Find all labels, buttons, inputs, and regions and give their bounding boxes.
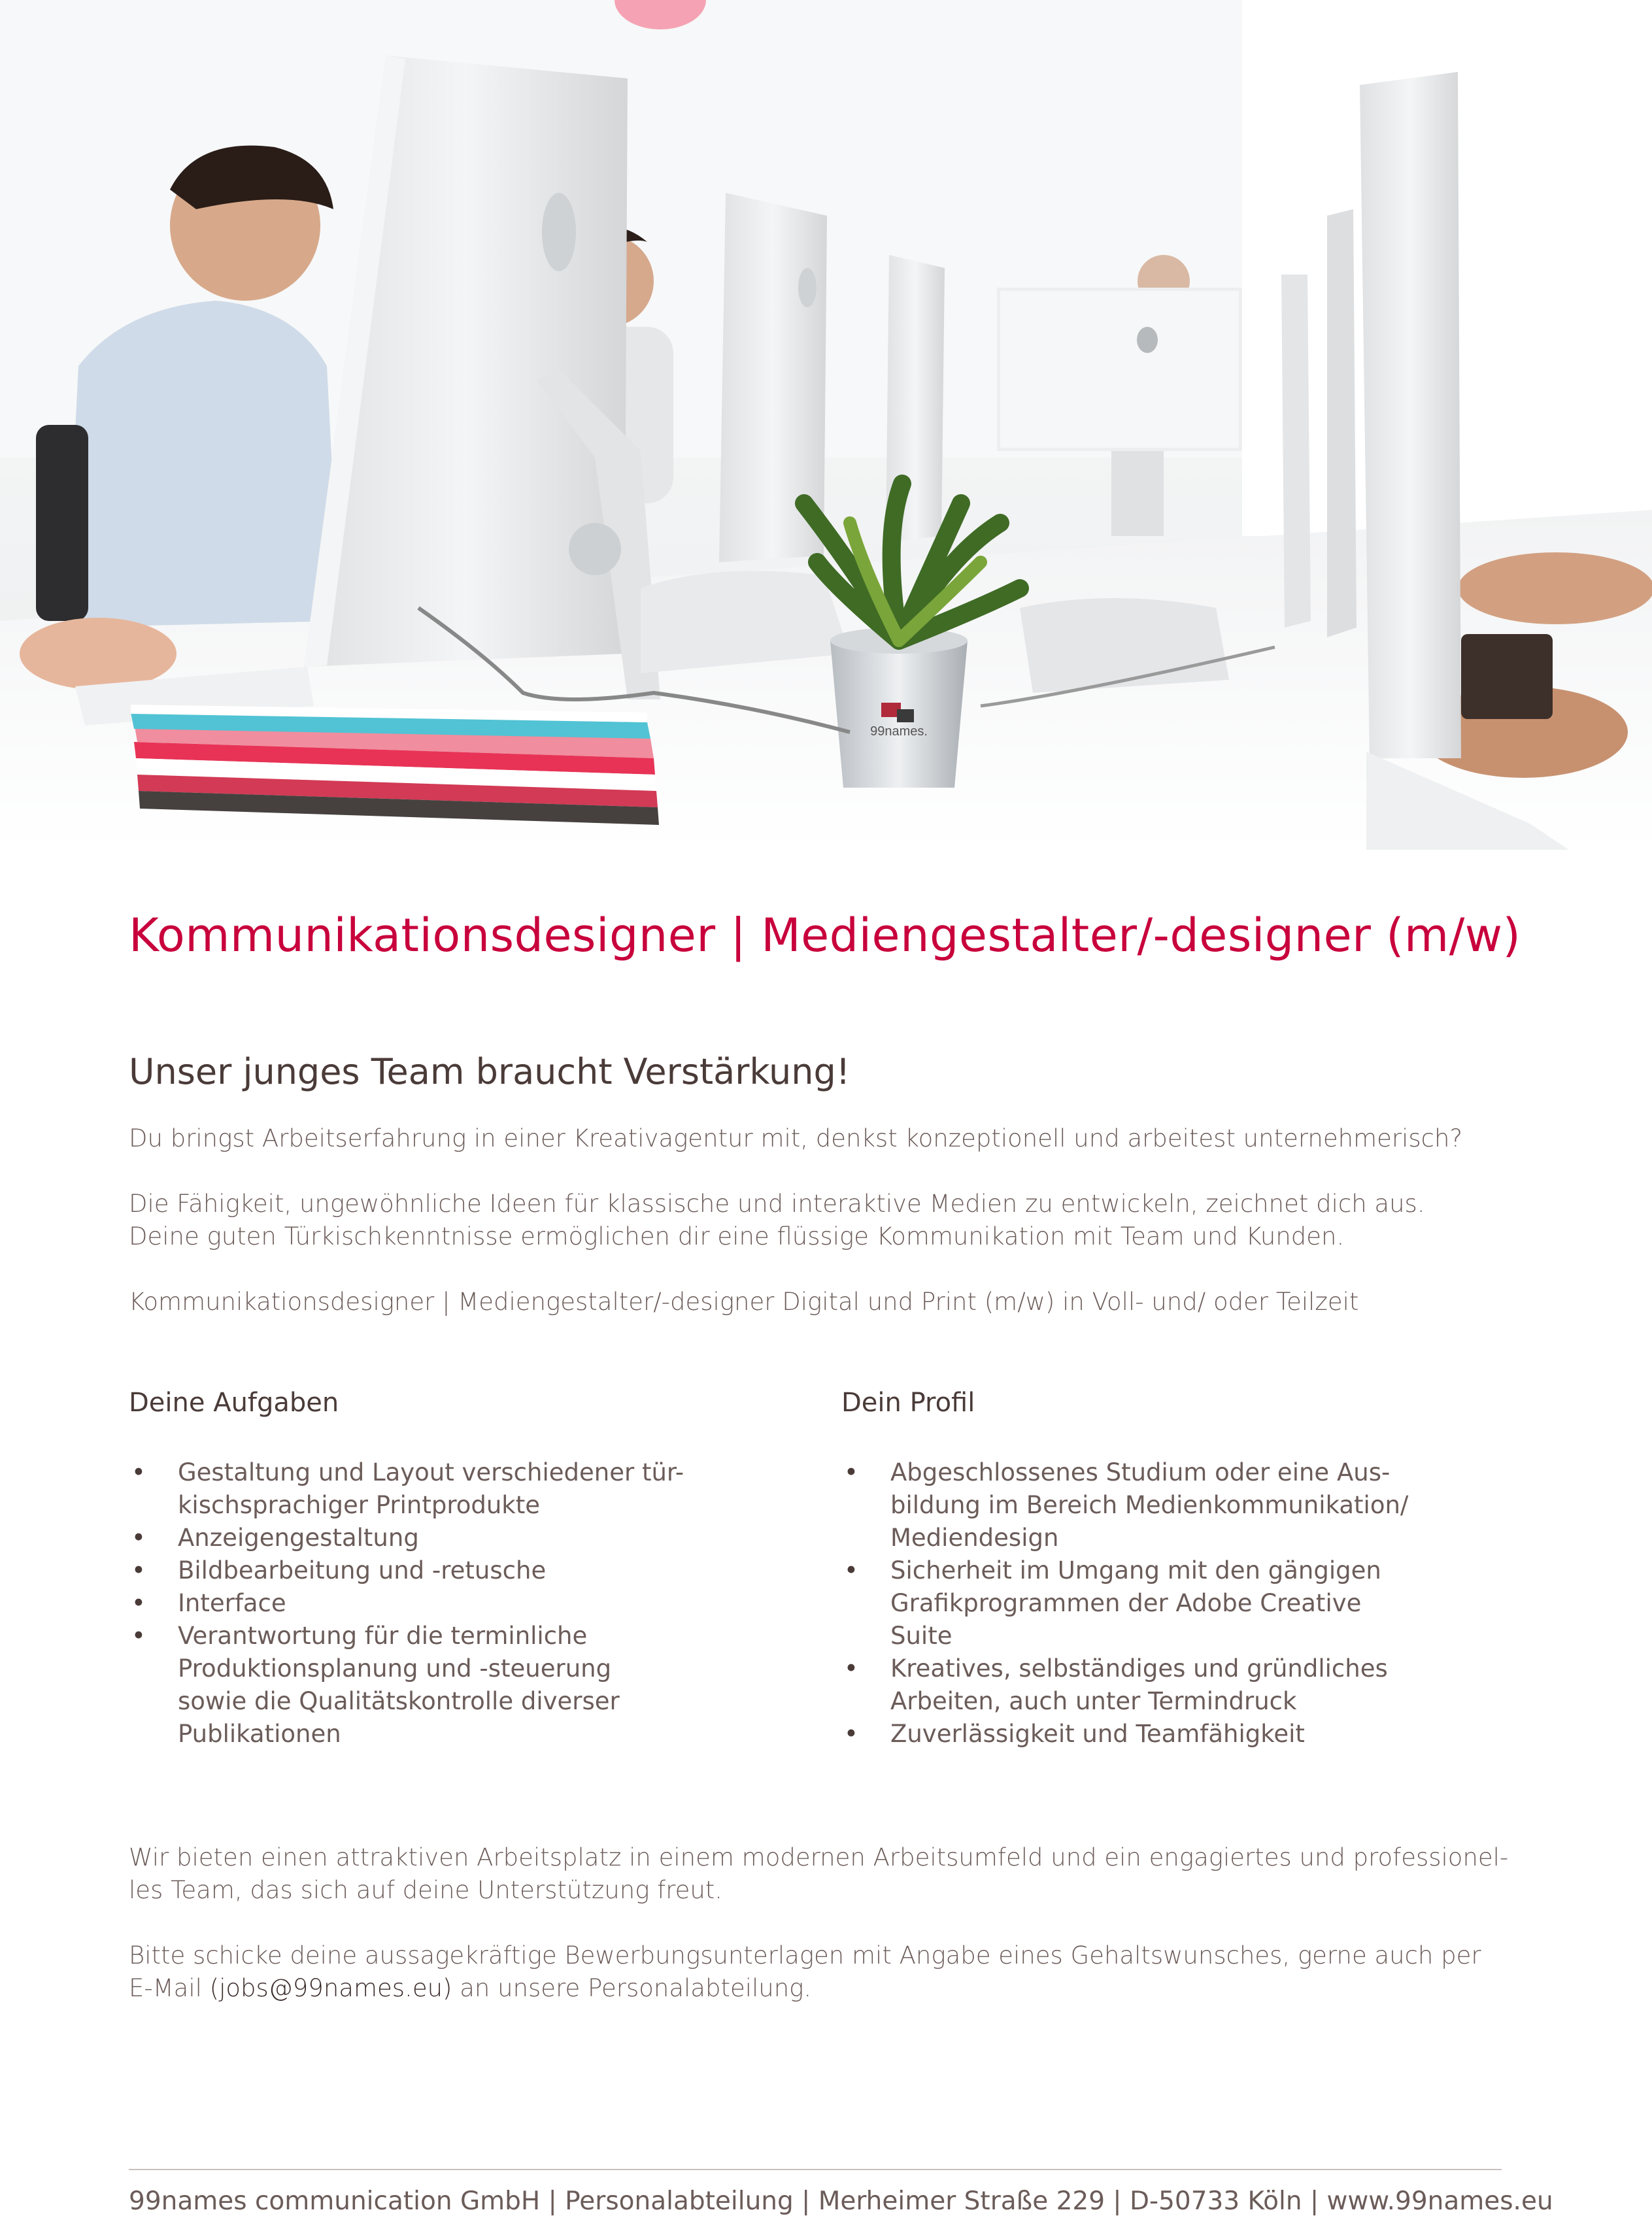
tasks-item [129,1456,783,1522]
profile-item-line: Abgeschlossenes Studium oder eine Aus- [890,1458,1391,1486]
apply-suffix: an unsere Personalabteilung. [452,1974,812,2002]
bullet-icon: • [131,1458,146,1486]
subheadline: Unser junges Team braucht Verstärkung! [129,1051,851,1092]
tasks-heading: Deine Aufgaben [129,1388,339,1418]
profile-list [841,1456,1502,1751]
profile-item [841,1652,1502,1718]
tasks-item-line: Interface [178,1589,286,1617]
offer-line-1: Wir bieten einen attraktiven Arbeitsplatz in einem modernen Arbeitsumfeld und ein engagiertes und professionel- [129,1843,1509,1871]
tasks-list [129,1456,783,1751]
bullet-icon: • [844,1458,858,1486]
tasks-item [129,1587,783,1620]
bullet-icon: • [844,1654,858,1683]
bullet-icon: • [844,1720,858,1748]
bullet-icon: • [844,1556,858,1584]
person-shirt [65,301,340,628]
footer-divider [129,2169,1502,2170]
job-title: Kommunikationsdesigner | Mediengestalter/-designer (m/w) [129,909,1521,962]
profile-item-line: Mediendesign [890,1524,1059,1552]
hero-photo [0,0,1652,850]
profile-heading: Dein Profil [841,1388,975,1418]
profile-item-line: Sicherheit im Umgang mit den gängigen [890,1556,1381,1584]
tasks-item-line: Publikationen [178,1720,341,1748]
profile-item-line: Kreatives, selbständiges und gründliches [890,1654,1388,1683]
intro-paragraph-1: Du bringst Arbeitserfahrung in einer Kreativagentur mit, denkst konzeptionell und arbeitest unternehmerisch? [129,1124,1463,1152]
bullet-icon: • [131,1524,146,1552]
profile-item-line: Grafikprogrammen der Adobe Creative [890,1589,1362,1617]
profile-item-line: Suite [890,1622,952,1650]
profile-item-line: Zuverlässigkeit und Teamfähigkeit [890,1720,1305,1748]
magazine-stack [131,705,659,825]
profile-item [841,1554,1502,1652]
tasks-item-line: Bildbearbeitung und -retusche [178,1556,547,1584]
tasks-item-line: Gestaltung und Layout verschiedener tür- [178,1458,684,1486]
tasks-item [129,1620,783,1751]
tasks-item [129,1522,783,1554]
footer-contact: 99names communication GmbH | Personalabteilung | Merheimer Straße 229 | D-50733 Köln | www.99names.eu [129,2187,1553,2216]
tasks-item [129,1554,783,1587]
offer-line-2: les Team, das sich auf deine Unterstützung freut. [129,1876,723,1904]
bullet-icon: • [131,1622,146,1650]
profile-item-line: bildung im Bereich Medienkommunikation/ [890,1491,1409,1519]
profile-item [841,1718,1502,1751]
tasks-item-line: kischsprachiger Printprodukte [178,1491,540,1519]
tasks-item-line: Verantwortung für die terminliche [178,1622,588,1650]
tasks-item-line: Produktionsplanung und -steuerung [178,1654,612,1683]
tasks-item-line: Anzeigengestaltung [178,1524,419,1552]
position-description: Kommunikationsdesigner | Mediengestalter/-designer Digital und Print (m/w) in Voll- und/ oder Teilzeit [129,1288,1359,1316]
svg-text:99names.: 99names. [870,724,928,739]
tasks-item-line: sowie die Qualitätskontrolle diverser [178,1687,620,1715]
bullet-icon: • [131,1556,146,1584]
apply-line-2 [129,1972,1515,2005]
bullet-icon: • [131,1589,146,1617]
intro-paragraph-2-line-2: Deine guten Türkischkenntnisse ermöglichen dir eine flüssige Kommunikation mit Team und Kunden. [129,1222,1345,1250]
email-link[interactable]: (jobs@99names.eu) [209,1974,452,2002]
profile-item [841,1456,1502,1554]
apply-prefix: E-Mail [129,1974,210,2002]
apply-line-1: Bitte schicke deine aussagekräftige Bewerbungsunterlagen mit Angabe eines Gehaltswunsches, gerne auch per [129,1941,1481,1969]
intro-paragraph-2-line-1: Die Fähigkeit, ungewöhnliche Ideen für klassische und interaktive Medien zu entwickeln, zeichnet dich aus. [129,1190,1425,1218]
profile-item-line: Arbeiten, auch unter Termindruck [890,1687,1297,1715]
